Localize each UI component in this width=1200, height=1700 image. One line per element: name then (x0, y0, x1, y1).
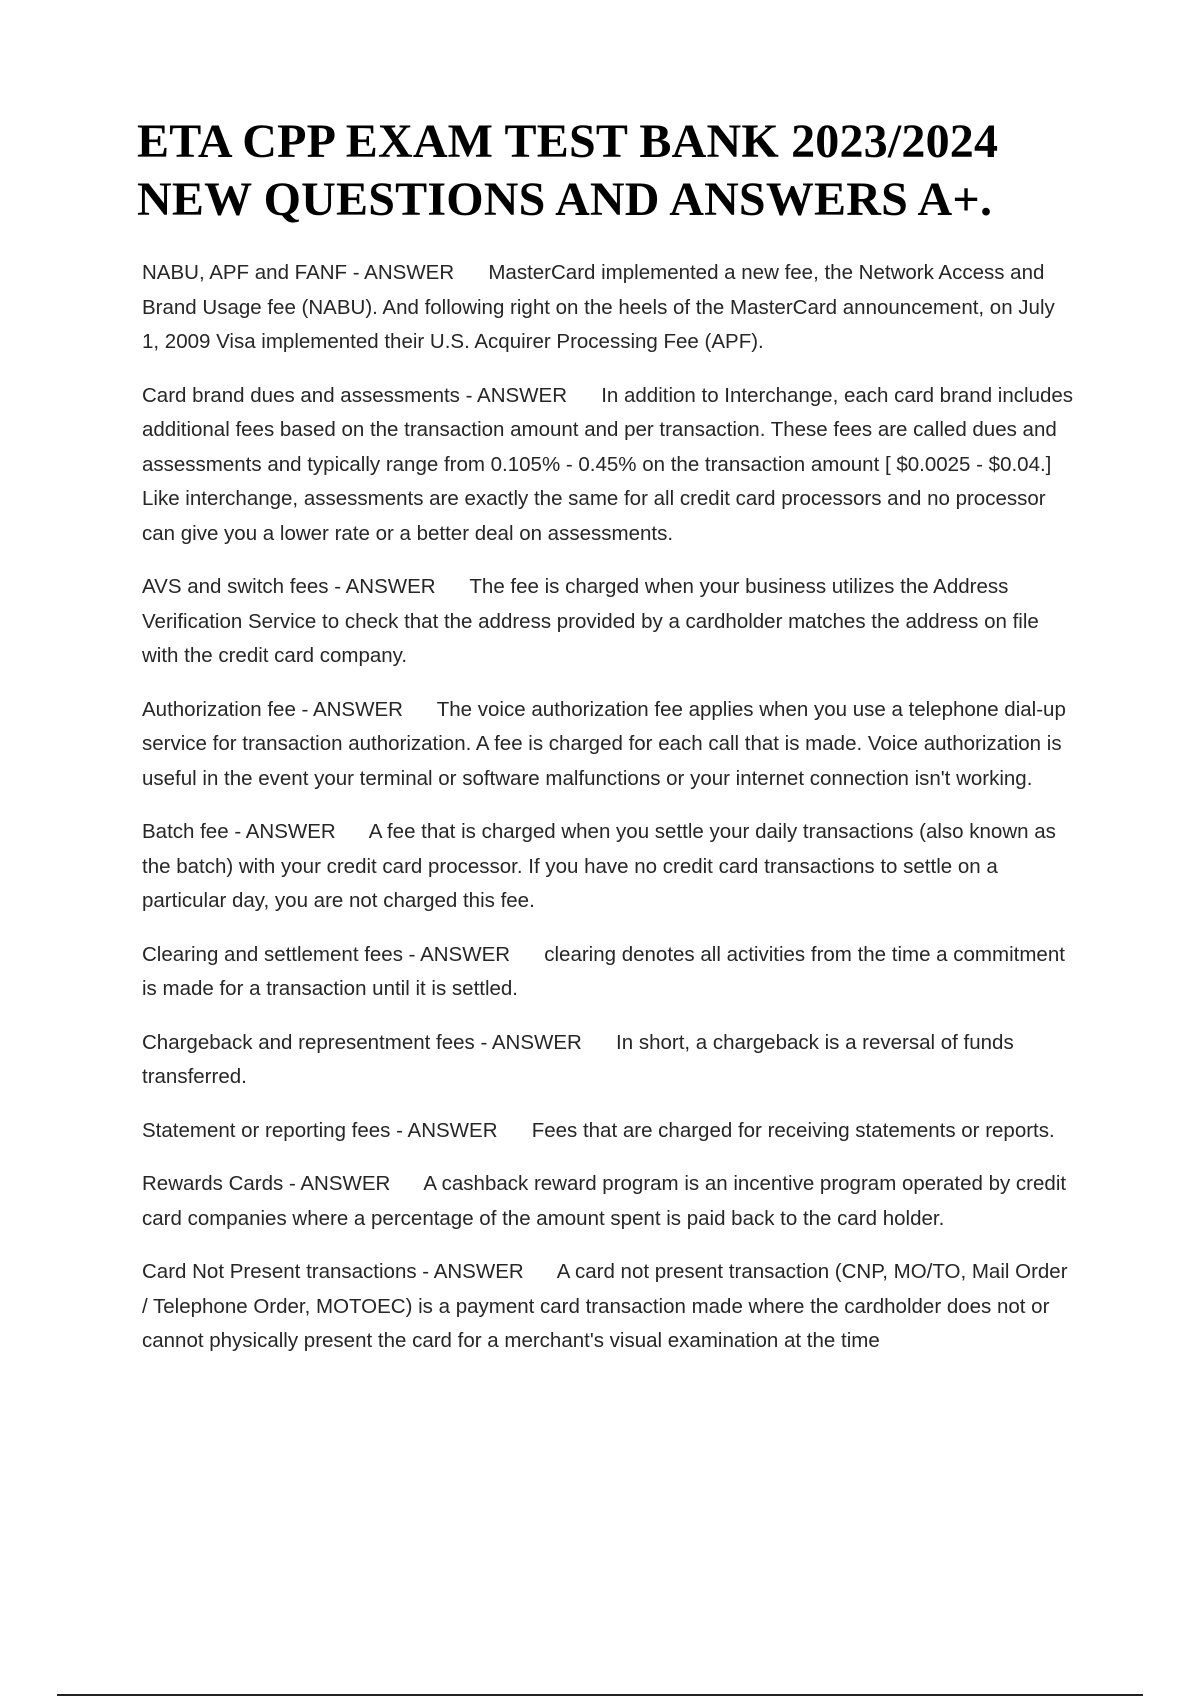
qa-answer: A card not present transaction (CNP, MO/TO, Mail Order / Telephone Order, MOTOEC) is a payment card transaction made where the cardholder does not or cannot physically present the card for a merchant's visual examination at the time (142, 1260, 1068, 1352)
qa-answer-label: ANSWER (312, 697, 403, 721)
qa-list (142, 256, 1077, 1378)
qa-answer: Fees that are charged for receiving statements or reports. (531, 1118, 1055, 1142)
qa-answer-label: ANSWER (364, 261, 455, 284)
qa-item: NABU, APF and FANF - ANSWER MasterCard implemented a new fee, the Network Access and Brand Usage fee (NABU). And following right on the heels of the MasterCard announcement, on July 1, 2009 Visa implemented their U.S. Acquirer Processing Fee (APF). (142, 261, 1055, 353)
qa-answer: The voice authorization fee applies when you use a telephone dial-up service for transaction authorization. A fee is charged for each call that is made. Voice authorization is useful in the event your terminal or software malfunctions or your internet connection isn't working. (142, 697, 1066, 790)
qa-answer-label: ANSWER (300, 1172, 391, 1195)
qa-item: Rewards Cards - ANSWER A cashback reward program is an incentive program operated by credit card companies where a percentage of the amount spent is paid back to the card holder. (142, 1172, 1067, 1230)
qa-answer-label: ANSWER (491, 1030, 582, 1054)
qa-term: Card Not Present transactions (142, 1260, 417, 1283)
qa-answer-label: ANSWER (245, 820, 336, 843)
qa-term: Chargeback and representment fees (142, 1030, 475, 1054)
qa-term: Batch fee (142, 820, 229, 843)
qa-term: AVS and switch fees (142, 575, 329, 598)
qa-answer: The fee is charged when your business utilizes the Address Verification Service to check that the address provided by a cardholder matches the address on file with the credit card company. (142, 575, 1039, 667)
qa-answer: In addition to Interchange, each card brand includes additional fees based on the transaction amount and per transaction. These fees are called dues and assessments and typically range from 0.105% - 0.45% on the transaction amount [ $0.0025 - $0.04.] Like interchange, assessments are exactly the same for all credit card processors and no processor can give you a lower rate or a better deal on assessments. (142, 383, 1074, 545)
qa-answer-label: ANSWER (420, 942, 511, 966)
qa-term: Authorization fee (142, 697, 296, 721)
qa-term: NABU, APF and FANF (142, 261, 348, 284)
title-line-1: ETA CPP EXAM TEST BANK 2023/2024 (137, 115, 999, 168)
qa-item: Statement or reporting fees - ANSWER Fees that are charged for receiving statements or reports. (142, 1118, 1055, 1142)
qa-term: Clearing and settlement fees (142, 942, 403, 966)
title-line-2: NEW QUESTIONS AND ANSWERS A+. (137, 173, 993, 226)
qa-item: AVS and switch fees - ANSWER The fee is charged when your business utilizes the Address Verification Service to check that the address provided by a cardholder matches the address on file with the credit card company. (142, 575, 1039, 667)
qa-answer-label: ANSWER (407, 1118, 498, 1142)
qa-term: Rewards Cards (142, 1172, 284, 1195)
qa-term: Card brand dues and assessments (142, 383, 460, 407)
qa-item: Clearing and settlement fees - ANSWER clearing denotes all activities from the time a commitment is made for a transaction until it is settled. (142, 942, 1065, 1000)
qa-item: Card Not Present transactions - ANSWER A card not present transaction (CNP, MO/TO, Mail Order / Telephone Order, MOTOEC) is a payment card transaction made where the cardholder does not or cannot physically present the card for a merchant's visual examination at the time (142, 1260, 1068, 1352)
qa-answer-label: ANSWER (345, 575, 436, 598)
footer-divider (57, 1694, 1143, 1696)
qa-term: Statement or reporting fees (142, 1118, 391, 1142)
qa-answer: MasterCard implemented a new fee, the Network Access and Brand Usage fee (NABU). And following right on the heels of the MasterCard announcement, on July 1, 2009 Visa implemented their U.S. Acquirer Processing Fee (APF). (142, 261, 1055, 353)
qa-item: Card brand dues and assessments - ANSWER In addition to Interchange, each card brand includes additional fees based on the transaction amount and per transaction. These fees are called dues and assessments and typically range from 0.105% - 0.45% on the transaction amount [ $0.0025 - $0.04.] Like interchange, assessments are exactly the same for all credit card processors and no processor can give you a lower rate or a better deal on assessments. (142, 383, 1074, 545)
qa-answer: In short, a chargeback is a reversal of funds transferred. (142, 1030, 1014, 1088)
qa-item: Authorization fee - ANSWER The voice authorization fee applies when you use a telephone dial-up service for transaction authorization. A fee is charged for each call that is made. Voice authorization is useful in the event your terminal or software malfunctions or your internet connection isn't working. (142, 697, 1066, 790)
qa-item: Batch fee - ANSWER A fee that is charged when you settle your daily transactions (also known as the batch) with your credit card processor. If you have no credit card transactions to settle on a particular day, you are not charged this fee. (142, 820, 1056, 912)
qa-answer: A fee that is charged when you settle your daily transactions (also known as the batch) with your credit card processor. If you have no credit card transactions to settle on a particular day, you are not charged this fee. (142, 820, 1056, 912)
qa-answer-label: ANSWER (433, 1260, 524, 1283)
qa-answer-label: ANSWER (477, 383, 568, 407)
qa-answer: clearing denotes all activities from the time a commitment is made for a transaction until it is settled. (142, 942, 1065, 1000)
qa-item: Chargeback and representment fees - ANSWER In short, a chargeback is a reversal of funds transferred. (142, 1030, 1014, 1088)
document-title (137, 113, 1097, 229)
qa-answer: A cashback reward program is an incentive program operated by credit card companies where a percentage of the amount spent is paid back to the card holder. (142, 1172, 1067, 1230)
